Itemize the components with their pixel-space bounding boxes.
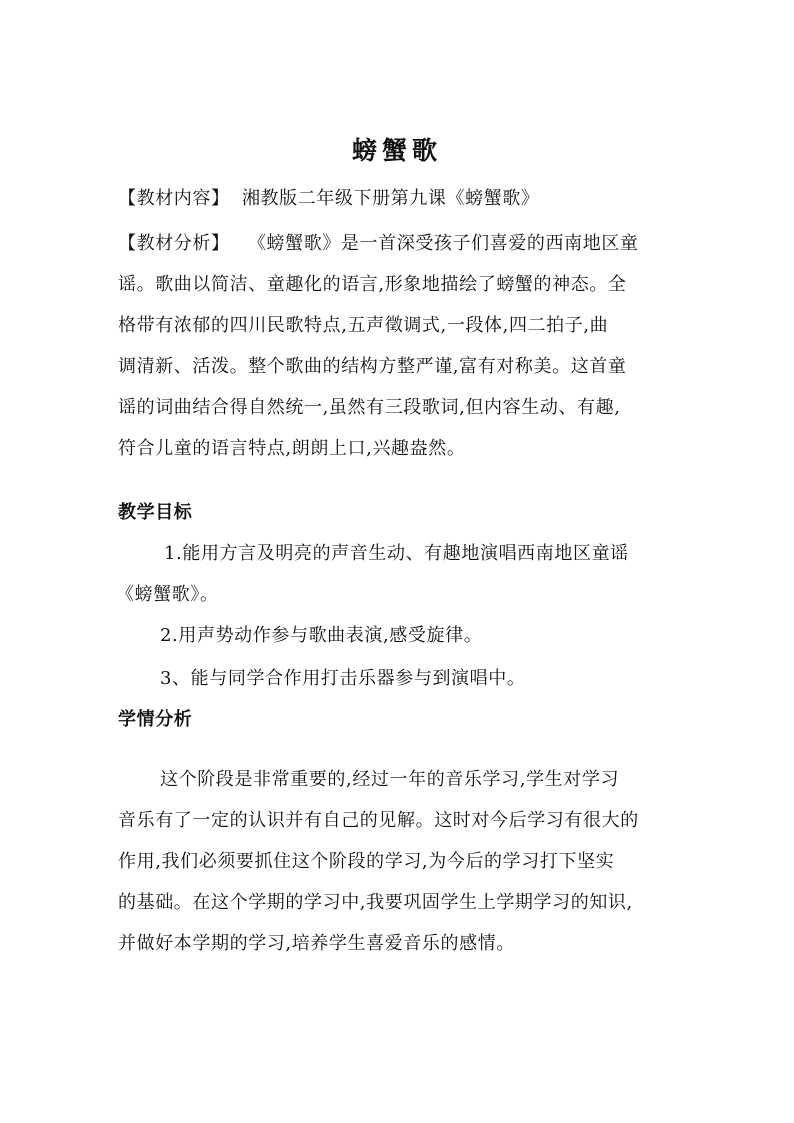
goal-item-continued: 《螃蟹歌》。	[116, 584, 219, 605]
content-line	[118, 186, 678, 212]
analysis-line: 《螃蟹歌》是一首深受孩子们喜爱的西南地区童	[247, 233, 639, 254]
analysis-line: 符合儿童的语言特点,朗朗上口,兴趣盎然。	[118, 438, 466, 459]
page-title: 螃蟹歌	[351, 136, 442, 165]
goals-heading: 教学目标	[118, 502, 193, 523]
students-line: 的基础。在这个学期的学习中,我要巩固学生上学期学习的知识,	[118, 892, 633, 913]
analysis-line: 谣的词曲结合得自然统一,虽然有三段歌词,但内容生动、有趣,	[118, 397, 621, 418]
students-line: 并做好本学期的学习,培养学生喜爱音乐的感情。	[118, 933, 515, 954]
analysis-line: 调清新、活泼。整个歌曲的结构方整严谨,富有对称美。这首童	[118, 356, 627, 377]
content-label: 【教材内容】	[118, 188, 230, 209]
content-text: 湘教版二年级下册第九课《螃蟹歌》	[241, 188, 540, 209]
students-heading: 学情分析	[118, 709, 193, 730]
analysis-line: 格带有浓郁的四川民歌特点,五声徵调式,一段体,四二拍子,曲	[118, 315, 609, 336]
goal-item: 3、能与同学合作用打击乐器参与到演唱中。	[160, 668, 526, 689]
analysis-label: 【教材分析】	[118, 233, 230, 254]
goal-item: 2.用声势动作参与歌曲表演,感受旋律。	[160, 625, 483, 646]
goal-item: 1.能用方言及明亮的声音生动、有趣地演唱西南地区童谣	[164, 543, 629, 564]
analysis-line: 谣。歌曲以简洁、童趣化的语言,形象地描绘了螃蟹的神态。全	[118, 274, 627, 295]
students-line: 这个阶段是非常重要的,经过一年的音乐学习,学生对学习	[160, 769, 620, 790]
students-line: 音乐有了一定的认识并有自己的见解。这时对今后学习有很大的	[118, 810, 639, 831]
students-line: 作用,我们必须要抓住这个阶段的学习,为今后的学习打下坚实	[118, 851, 615, 872]
analysis-first-line	[118, 231, 678, 257]
